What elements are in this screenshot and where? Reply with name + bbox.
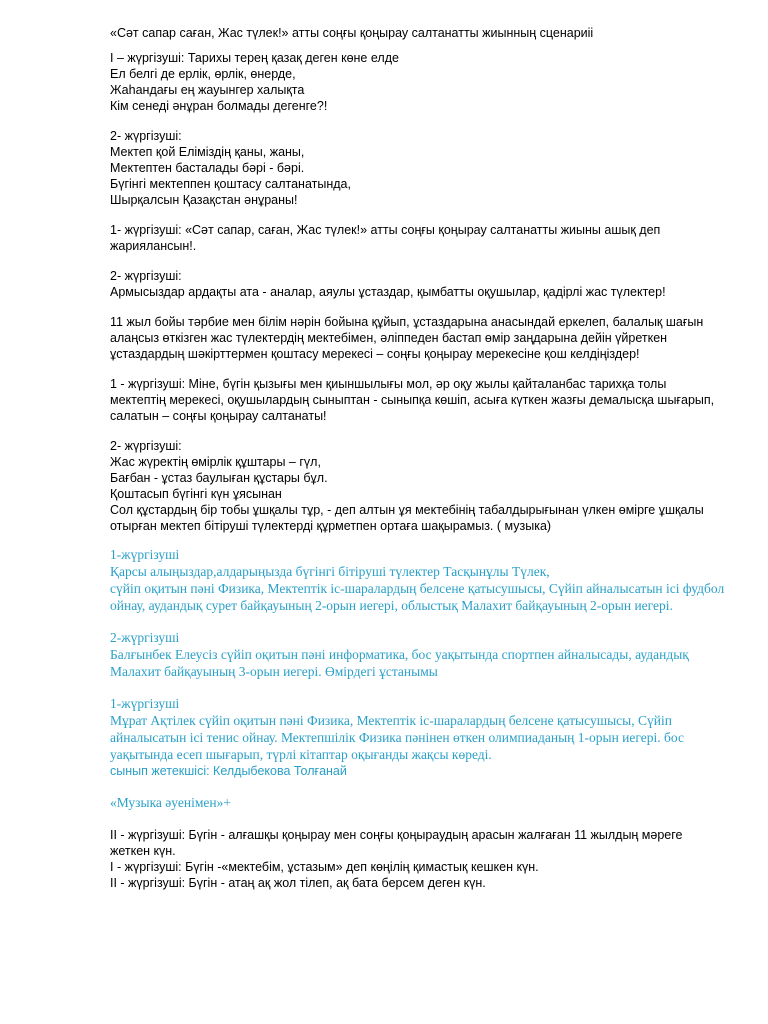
text-line: ІІ - жүргізуші: Бүгін - атаң ақ жол тілеп, ақ бата берсем деген күн. <box>110 876 486 890</box>
text-line: І – жүргізуші: Тарихы терең қазақ деген көне елде <box>110 51 399 65</box>
text-line: ІІ - жүргізуші: Бүгін - алғашқы қоңырау мен соңғы қоңыраудың арасын жалғаған 11 жылдың мәреге жеткен күн. <box>110 828 683 858</box>
text-line: сынып жетекшісі: Келдыбекова Толғанай <box>110 764 347 778</box>
paragraph <box>110 794 725 811</box>
paragraph <box>110 438 725 534</box>
paragraph <box>110 25 725 41</box>
text-line: Армысыздар ардақты ата - аналар, аяулы ұстаздар, қымбатты оқушылар, қадірлі жас түлектер! <box>110 285 666 299</box>
text-line: Жаһандағы ең жауынгер халықта <box>110 83 305 97</box>
text-line: Бағбан - ұстаз баулыған құстары бұл. <box>110 471 328 485</box>
text-line: Мұрат Ақтілек сүйіп оқитын пәні Физика, Мектептік іс-шаралардың белсене қатысушысы, Сүйіп айналысатын ісі тенис ойнау. Мектепшілік Физика пәнінен өткен олимпиаданың 1-орын иегері. бос уақытында есеп шығарып, түрлі кітаптар оқығанды жақсы көреді. <box>110 713 684 762</box>
text-line: Балғынбек Елеусіз сүйіп оқитын пәні информатика, бос уақытында спортпен айналысады, аудандық Малахит байқауының 3-орын иегері. Өмірдегі ұстанымы <box>110 647 689 679</box>
paragraph <box>110 128 725 208</box>
text-line: 1- жүргізуші: «Сәт сапар, саған, Жас түлек!» атты соңғы қоңырау салтанатты жиыны ашық деп жариялансын!. <box>110 223 661 253</box>
text-line: 2- жүргізуші: <box>110 439 182 453</box>
text-line: Қоштасып бүгінгі күн ұясынан <box>110 487 282 501</box>
text-line: Бүгінгі мектеппен қоштасу салтанатында, <box>110 177 351 191</box>
text-line: 1 - жүргізуші: Міне, бүгін қызығы мен қиыншылығы мол, әр оқу жылы қайталанбас тарихқа толы мектептің мерекесі, оқушылардың сыныптан - сыныпқа көшіп, асыға күткен жазғы демалысқа шығарып, салатын – соңғы қоңырау салтанаты! <box>110 377 715 423</box>
text-line: 11 жыл бойы тәрбие мен білім нәрін бойына құйып, ұстаздарына анасындай еркелеп, балалық шағын алаңсыз өткізген жас түлектердің мектебімен, әліппеден бастап өмір заңдарына дейін үйреткен ұстаздардың шәкірттермен қоштасу мерекесі – соңғы қоңырау мерекесіне қош келдіңіздер! <box>110 315 704 361</box>
text-line: 2- жүргізуші: <box>110 129 182 143</box>
paragraph <box>110 546 725 614</box>
document-body <box>110 25 725 905</box>
text-line: сүйіп оқитын пәні Физика, Мектептік іс-шаралардың белсене қатысушысы, Сүйіп айналысатын ісі фудбол ойнау, аудандық сурет байқауының 2-орын иегері, облыстық Малахит байқауының 2-орын иегері. <box>110 581 725 613</box>
text-line: Жас жүректің өмірлік құштары – гүл, <box>110 455 321 469</box>
paragraph <box>110 376 725 424</box>
text-line: Мектеп қой Еліміздің қаны, жаны, <box>110 145 305 159</box>
paragraph <box>110 222 725 254</box>
text-line: Шырқалсын Қазақстан әнұраны! <box>110 193 298 207</box>
text-line: Қарсы алыңыздар,алдарыңызда бүгінгі бітіруші түлектер Тасқынұлы Түлек, <box>110 564 550 579</box>
paragraph <box>110 827 725 891</box>
text-line: «Сәт сапар саған, Жас түлек!» атты соңғы қоңырау салтанатты жиынның сценариіі <box>110 26 594 40</box>
text-line: І - жүргізуші: Бүгін -«мектебім, ұстазым» деп көңілің қимастық кешкен күн. <box>110 860 539 874</box>
text-line: «Музыка әуенімен»+ <box>110 795 231 810</box>
paragraph <box>110 50 725 114</box>
paragraph <box>110 314 725 362</box>
paragraph <box>110 695 725 779</box>
text-line: Кім сенеді әнұран болмады дегенге?! <box>110 99 328 113</box>
text-line: 1-жүргізуші <box>110 696 180 711</box>
paragraph <box>110 629 725 680</box>
text-line: 2- жүргізуші: <box>110 269 182 283</box>
text-line: Мектептен басталады бәрі - бәрі. <box>110 161 305 175</box>
text-line: Сол құстардың бір тобы ұшқалы тұр, - деп алтын ұя мектебінің табалдырығынан үлкен өмірге ұшқалы отырған мектеп бітіруші түлектерді құрметпен ортаға шақырамыз. ( музыка) <box>110 503 704 533</box>
text-line: 2-жүргізуші <box>110 630 180 645</box>
text-line: Ел белгі де ерлік, өрлік, өнерде, <box>110 67 296 81</box>
paragraph <box>110 268 725 300</box>
text-line: 1-жүргізуші <box>110 547 180 562</box>
